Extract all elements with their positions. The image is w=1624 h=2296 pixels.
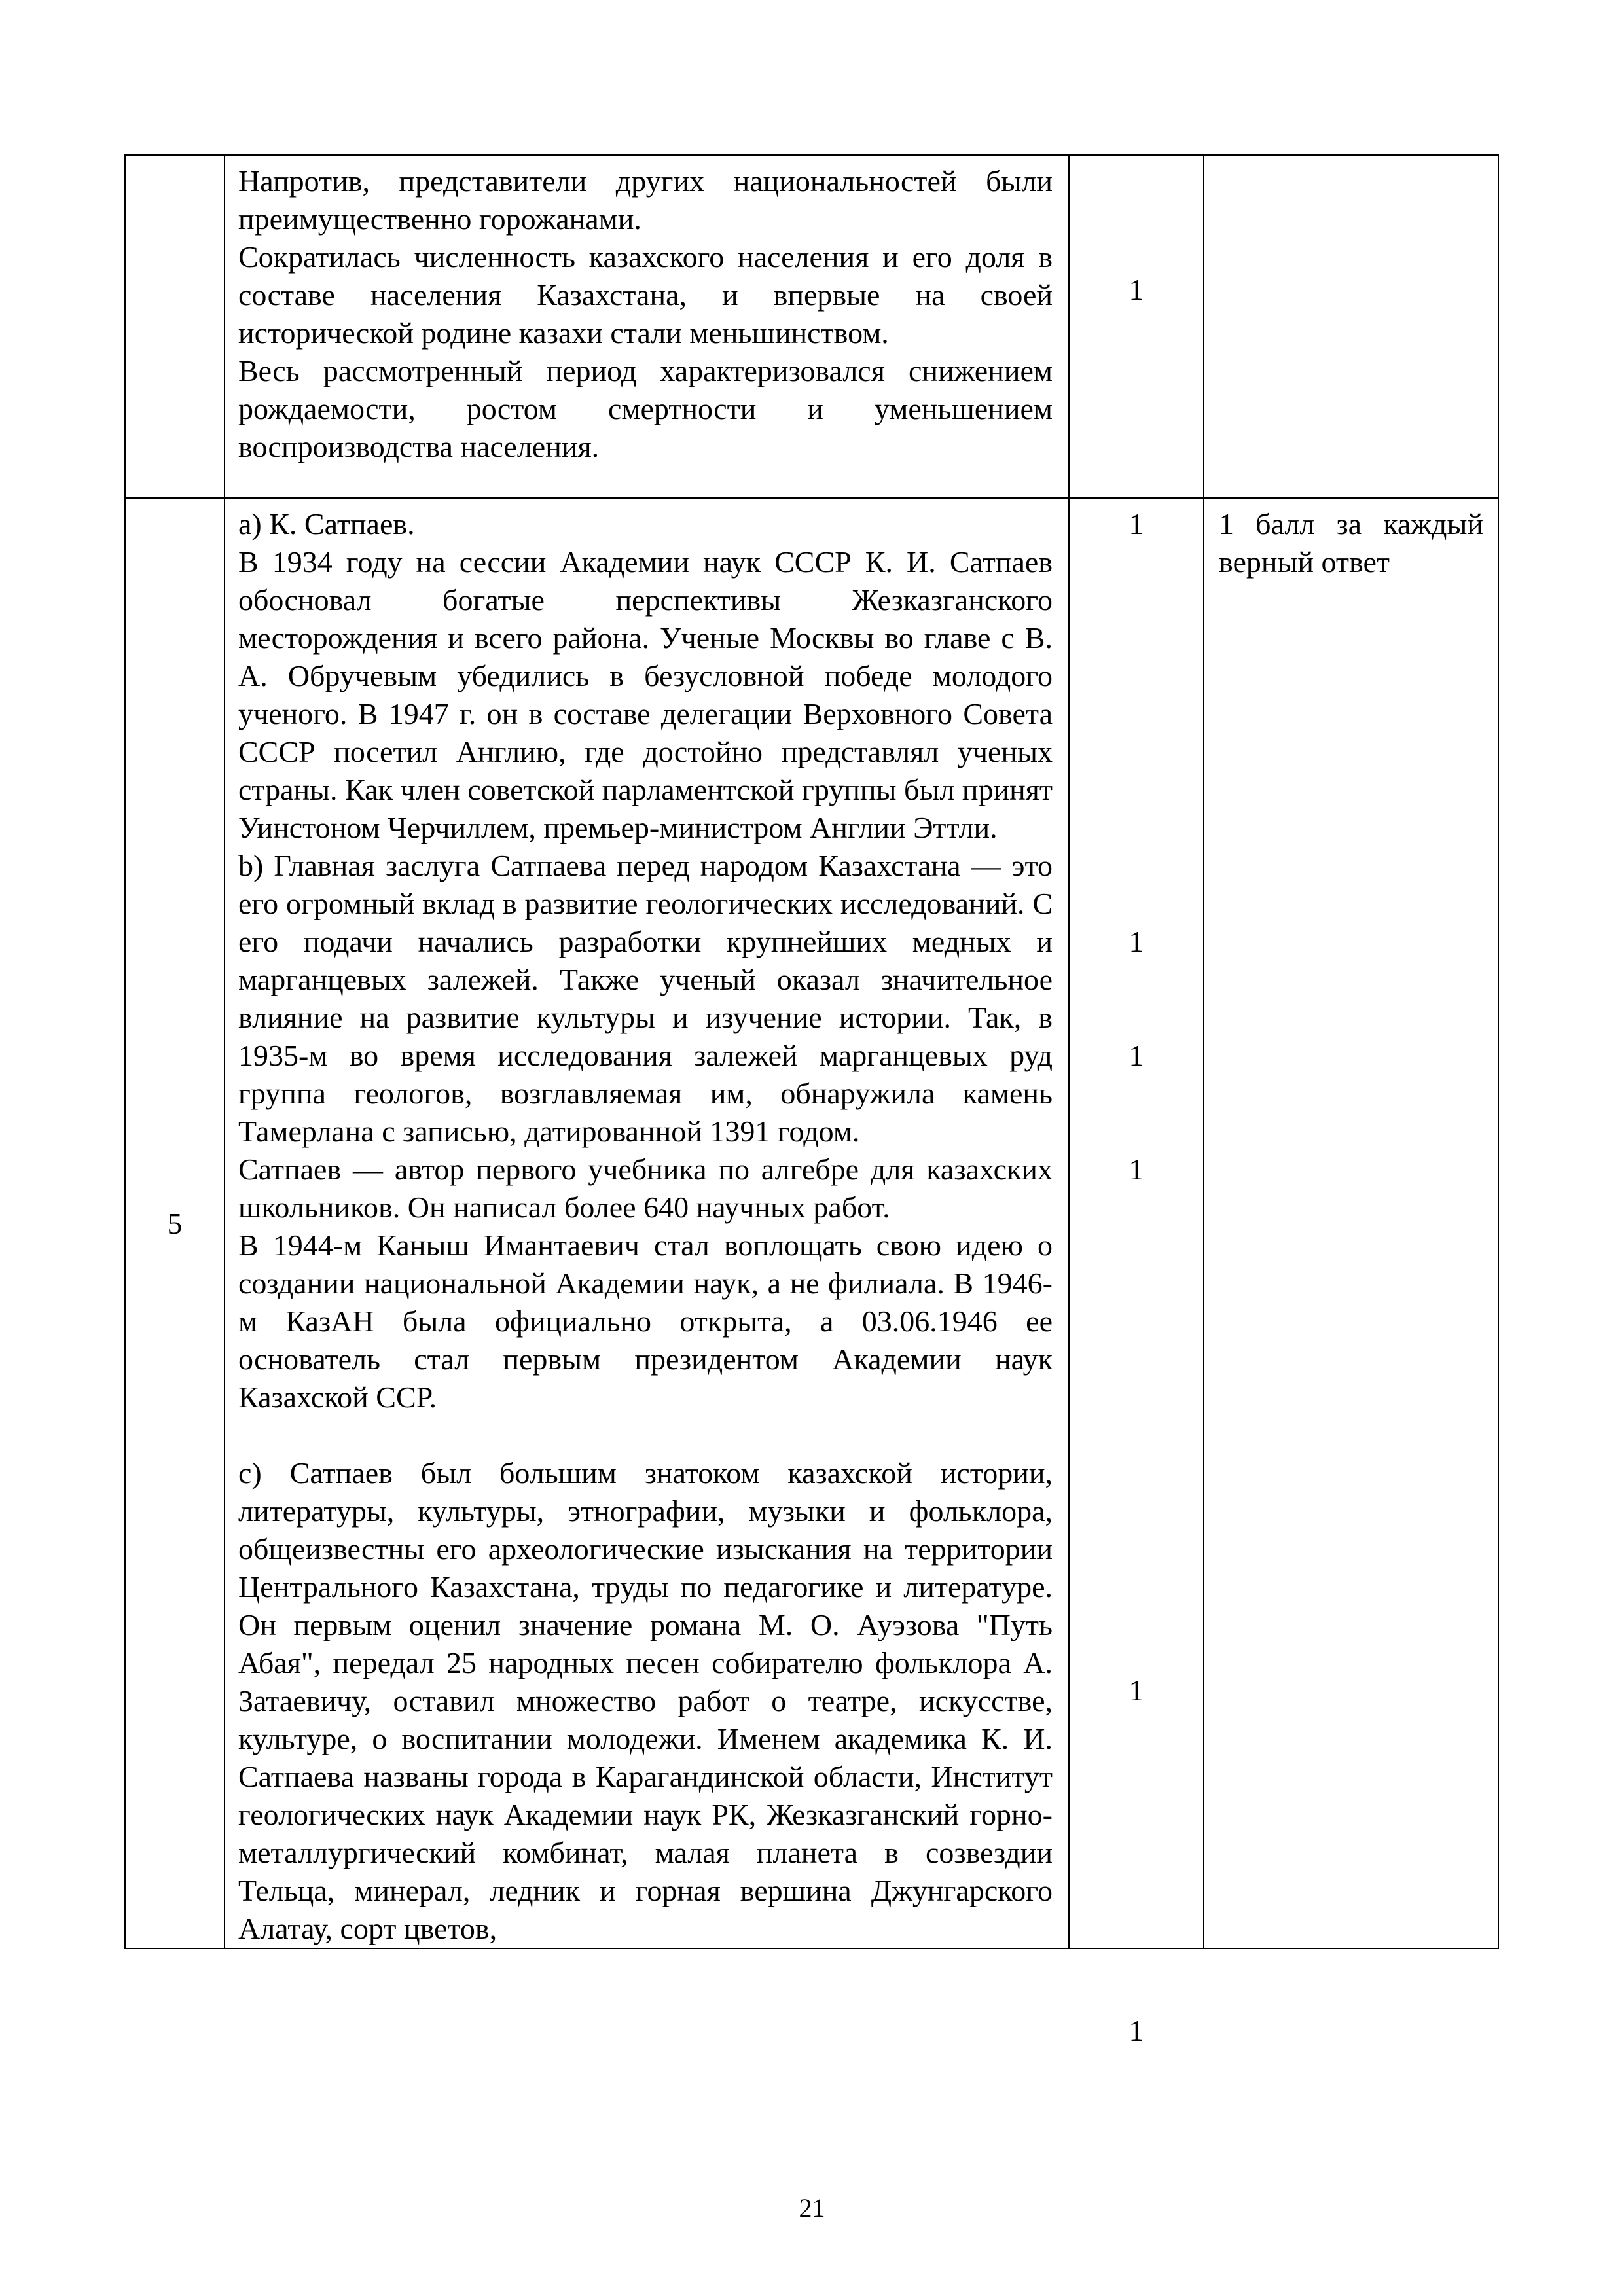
question-number-cell — [125, 155, 225, 498]
answer-part-a-text: В 1934 году на сессии Академии наук СССР К. И. Сатпаев обосновал богатые перспективы Жезказганского месторождения и всего района. Ученые Москвы во главе с В. А. Обручевым убедились в безусловной победе молодого ученого. В 1947 г. он в составе делегации Верховного Совета СССР посетил Англию, где достойно представлял ученых страны. Как член советской парламентской группы был принят Уинстоном Черчиллем, премьер-министром Англии Эттли. — [238, 545, 1053, 844]
answer-paragraph: Напротив, представители других национальностей были преимущественно горожанами. — [238, 164, 1053, 236]
score-value: 1 — [1128, 1674, 1144, 1707]
comment-text: 1 балл за каждый верный ответ — [1219, 507, 1483, 579]
answer-part-b-text: b) Главная заслуга Сатпаева перед народом Казахстана — это его огромный вклад в развитие геологических исследований. С его подачи начались разработки крупнейших медных и марганцевых залежей. Также ученый оказал значительное влияние на развитие культуры и изучение истории. Так, в 1935-м во время исследования залежей марганцевых руд группа геологов, возглавляемая им, обнаружила камень Тамерлана с записью, датированной 1391 годом. — [238, 849, 1053, 1148]
table-row — [125, 155, 1498, 498]
answer-table — [124, 154, 1499, 2047]
score-value: 1 — [1128, 1039, 1144, 1072]
answer-part-b-text: Сатпаев — автор первого учебника по алгебре для казахских школьников. Он написал более 640 научных работ. — [238, 1153, 1053, 1224]
answer-part-a-title: a) К. Сатпаев. — [238, 507, 415, 541]
score-value: 1 — [1128, 2014, 1144, 2047]
question-number: 5 — [167, 1206, 183, 1240]
answer-part-b-text: В 1944-м Каныш Имантаевич стал воплощать свою идею о создании национальной Академии наук, а не филиала. В 1946-м КазАН была официально открыта, а 03.06.1946 ее основатель стал первым президентом Академии наук Казахской ССР. — [238, 1229, 1053, 1414]
score-value: 1 — [1128, 507, 1144, 541]
score-cell — [1069, 155, 1204, 498]
answer-cell — [225, 498, 1069, 1948]
score-cell — [1069, 498, 1204, 2047]
score-value: 1 — [1128, 1153, 1144, 1186]
score-value: 1 — [1128, 925, 1144, 958]
comment-cell — [1204, 155, 1498, 498]
page-number: 21 — [799, 2193, 825, 2223]
comment-cell — [1204, 498, 1498, 1948]
answer-paragraph: Сократилась численность казахского населения и его доля в составе населения Казахстана, и впервые на своей исторической родине казахи стали меньшинством. — [238, 240, 1053, 350]
score-value: 1 — [1128, 273, 1144, 306]
answer-part-c-text: c) Сатпаев был большим знатоком казахской истории, литературы, культуры, этнографии, музыки и фольклора, общеизвестны его археологические изыскания на территории Центрального Казахстана, труды по педагогике и литературе. Он первым оценил значение романа М. О. Ауэзова "Путь Абая", передал 25 народных песен собирателю фольклора А. Затаевичу, оставил множество работ о театре, искусстве, культуре, о воспитании молодежи. Именем академика К. И. Сатпаева названы города в Карагандинской области, Институт геологических наук Академии наук РК, Жезказганский горно-металлургический комбинат, малая планета в созвездии Тельца, минерал, ледник и горная вершина Джунгарского Алатау, сорт цветов, — [238, 1456, 1053, 1945]
question-number-cell — [125, 498, 225, 1948]
answer-cell — [225, 155, 1069, 498]
answer-paragraph: Весь рассмотренный период характеризовался снижением рождаемости, ростом смертности и уменьшением воспроизводства населения. — [238, 354, 1053, 463]
comment-text — [1204, 156, 1498, 162]
table-row — [125, 498, 1498, 1948]
